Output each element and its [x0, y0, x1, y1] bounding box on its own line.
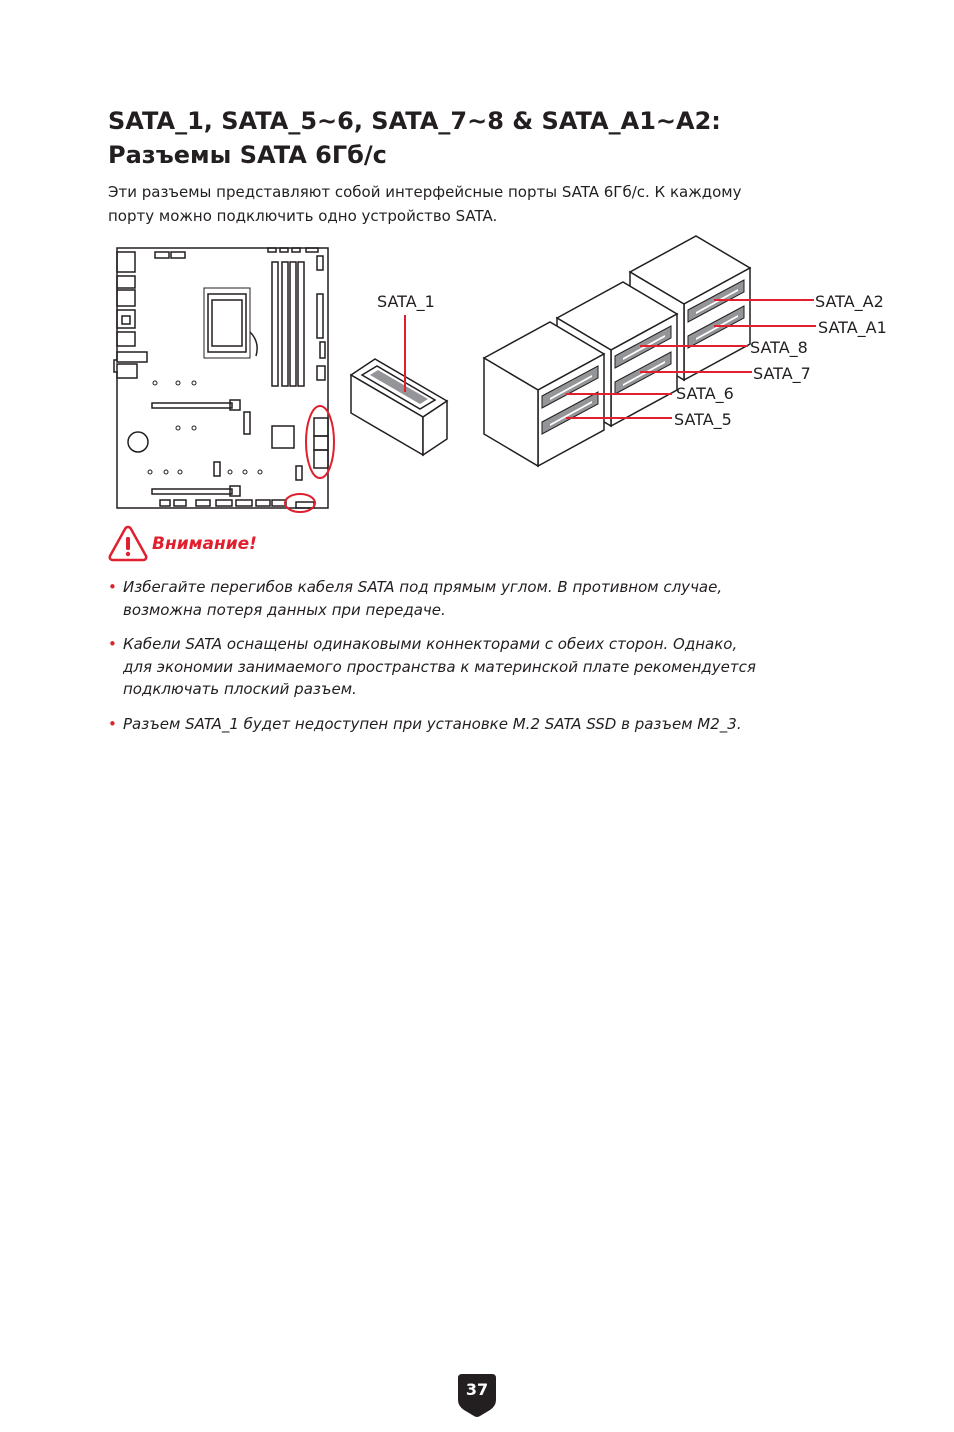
page-title: [108, 104, 868, 172]
intro-line-2: порту можно подключить одно устройство SATA.: [108, 207, 498, 225]
label-sata-1: SATA_1: [377, 292, 435, 311]
warning-list: [108, 576, 828, 747]
warning-item-line: для экономии занимаемого пространства к материнской плате рекомендуется: [123, 657, 756, 676]
page-number: 37: [465, 1380, 489, 1399]
warning-item-line: Разъем SATA_1 будет недоступен при установке M.2 SATA SSD в разъем M2_3.: [123, 714, 742, 733]
sata-stack-illustration: [484, 236, 750, 466]
sata-diagram: [100, 232, 900, 522]
title-line-2: Разъемы SATA 6Гб/с: [108, 141, 387, 169]
label-sata-5: SATA_5: [674, 410, 732, 429]
warning-title: Внимание!: [152, 534, 257, 554]
label-sata-a2: SATA_A2: [815, 292, 884, 311]
intro-line-1: Эти разъемы представляют собой интерфейсные порты SATA 6Гб/с. К каждому: [108, 183, 742, 201]
warning-item: [108, 576, 828, 621]
title-line-1: SATA_1, SATA_5~6, SATA_7~8 & SATA_A1~A2:: [108, 107, 721, 135]
warning-heading: [108, 524, 257, 564]
sata-stack-highlight: [306, 406, 334, 478]
bullet-icon: •: [108, 578, 117, 596]
motherboard-dots: [148, 381, 262, 474]
label-sata-8: SATA_8: [750, 338, 808, 357]
sata1-connector-illustration: [351, 359, 447, 455]
motherboard-illustration: [114, 248, 328, 508]
warning-item: [108, 633, 828, 701]
warning-item-line: Избегайте перегибов кабеля SATA под прямым углом. В противном случае,: [123, 578, 723, 596]
warning-item-line: возможна потеря данных при передаче.: [123, 600, 446, 619]
bullet-icon: •: [108, 635, 117, 653]
bullet-icon: •: [108, 714, 117, 733]
label-sata-7: SATA_7: [753, 364, 811, 383]
warning-item: [108, 713, 828, 736]
label-sata-a1: SATA_A1: [818, 318, 887, 337]
warning-item-line: подключать плоский разъем.: [123, 680, 357, 698]
sata1-highlight: [285, 494, 315, 512]
warning-triangle-icon: [108, 524, 148, 564]
warning-item-line: Кабели SATA оснащены одинаковыми коннекторами с обеих сторон. Однако,: [123, 635, 738, 653]
intro-paragraph: [108, 180, 828, 228]
label-sata-6: SATA_6: [676, 384, 734, 403]
